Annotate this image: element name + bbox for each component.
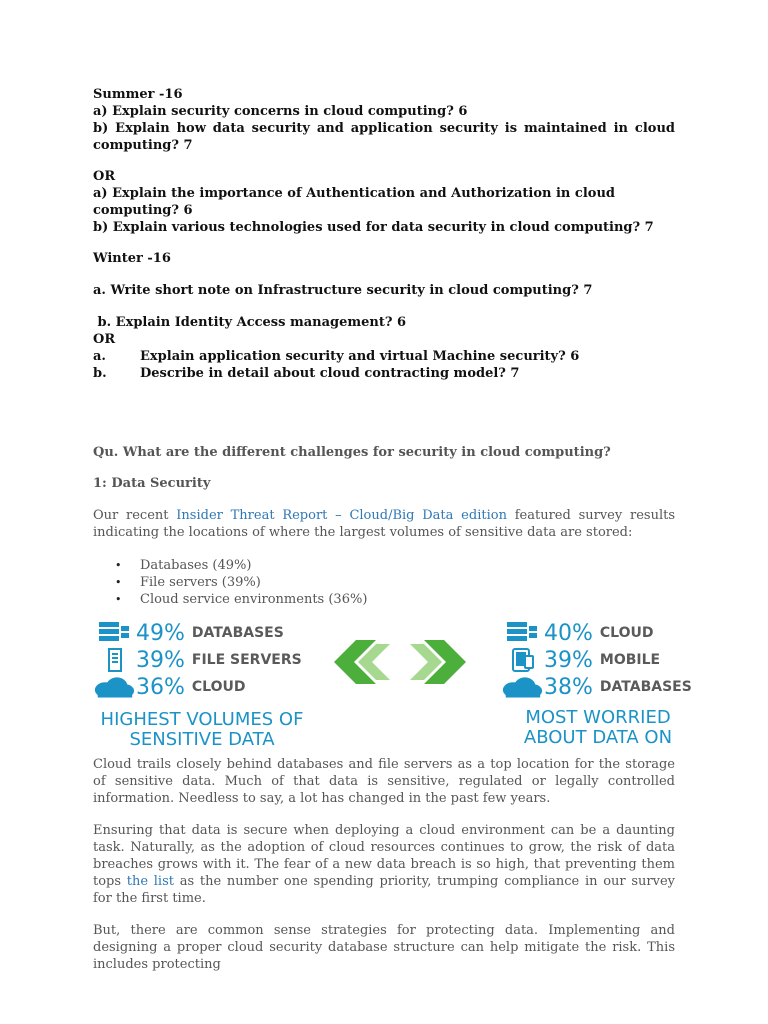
caption-line: SENSITIVE DATA (129, 729, 275, 750)
stat-label: CLOUD (191, 679, 246, 695)
insider-threat-report-link[interactable]: Insider Threat Report – Cloud/Big Data edition (176, 508, 507, 523)
right-row-databases (500, 674, 692, 700)
question-label: b. (93, 366, 107, 381)
database-icon (500, 620, 544, 646)
cloud-icon (500, 674, 544, 700)
caption-line: ABOUT DATA ON (523, 727, 673, 748)
caption-line: MOST WORRIED (525, 707, 671, 728)
stat-percent: 40% (544, 620, 593, 646)
stat-label: DATABASES (599, 679, 692, 695)
winter-question-b: b. Explain Identity Access management? 6 (93, 315, 407, 330)
paragraph: Cloud trails closely behind databases and file servers as a top location for the storage of sensitive data. Much of that data is sensitive, regulated or legally controlled information. Needless to say, a lot has changed in the past few years. (93, 757, 675, 806)
exchange-arrows-icon (332, 638, 468, 690)
summer-alt-question-a: a) Explain the importance of Authentication and Authorization in cloud computing? 6 (93, 186, 615, 218)
stat-label: FILE SERVERS (191, 652, 302, 668)
or-separator: OR (93, 332, 116, 347)
summer-alt-question-b: b) Explain various technologies used for data security in cloud computing? 7 (93, 220, 654, 235)
paragraph: But, there are common sense strategies for protecting data. Implementing and designing a proper cloud security database structure can help mitigate the risk. This includes protecting (93, 923, 675, 972)
stat-label: CLOUD (599, 625, 654, 641)
caption-line: HIGHEST VOLUMES OF (100, 709, 304, 730)
right-row-cloud (500, 620, 654, 646)
paragraph-text: Ensuring that data is secure when deploying a cloud environment can be a daunting task. Naturally, as the adoption of cloud resources continues to grow, the risk of data breaches grows with it. The fear of a new data breach is so high, that preventing them tops (93, 823, 675, 889)
section-heading: 1: Data Security (93, 476, 211, 491)
stat-label: DATABASES (191, 625, 284, 641)
left-caption (92, 710, 312, 750)
left-row-file-servers (92, 647, 302, 673)
stat-percent: 49% (136, 620, 185, 646)
the-list-link[interactable]: the list (126, 874, 174, 889)
stat-percent: 36% (136, 674, 185, 700)
stat-percent: 38% (544, 674, 593, 700)
database-icon (92, 620, 136, 646)
stat-percent: 39% (136, 647, 185, 673)
right-row-mobile (500, 647, 660, 673)
article-body (93, 756, 675, 973)
list-item: • File servers (39%) (140, 574, 675, 591)
question-text: Describe in detail about cloud contracting model? 7 (140, 366, 520, 381)
summer-title: Summer -16 (93, 87, 183, 102)
question-text: Explain application security and virtual Machine security? 6 (140, 349, 580, 364)
winter-question-a: a. Write short note on Infrastructure security in cloud computing? 7 (93, 283, 593, 298)
document-page (93, 86, 675, 608)
or-separator: OR (93, 169, 116, 184)
winter-alt-question (93, 348, 675, 365)
intro-text: Our recent (93, 508, 177, 523)
stat-percent: 39% (544, 647, 593, 673)
summer-question-a: a) Explain security concerns in cloud computing? 6 (93, 104, 468, 119)
article-question: Qu. What are the different challenges for security in cloud computing? (93, 445, 611, 460)
left-row-cloud (92, 674, 246, 700)
file-server-icon (92, 647, 136, 673)
paragraph-text-continued: as the number one spending priority, trumping compliance in our survey for the first time. (93, 874, 675, 906)
mobile-icon (500, 647, 544, 673)
intro-text-continued: featured survey results indicating the locations of where the largest volumes of sensitive data are stored: (93, 508, 675, 540)
left-row-databases (92, 620, 284, 646)
list-item: • Databases (49%) (140, 557, 675, 574)
winter-title: Winter -16 (93, 251, 171, 266)
list-item: • Cloud service environments (36%) (140, 591, 675, 608)
cloud-icon (92, 674, 136, 700)
storage-location-list (93, 557, 675, 608)
question-label: a. (93, 349, 106, 364)
winter-alt-question (93, 365, 675, 382)
right-caption (490, 708, 706, 748)
summer-question-b: b) Explain how data security and application security is maintained in cloud computing? 7 (93, 121, 675, 153)
survey-infographic (92, 614, 704, 750)
paragraph (93, 822, 675, 907)
intro-paragraph (93, 507, 675, 541)
stat-label: MOBILE (599, 652, 661, 668)
